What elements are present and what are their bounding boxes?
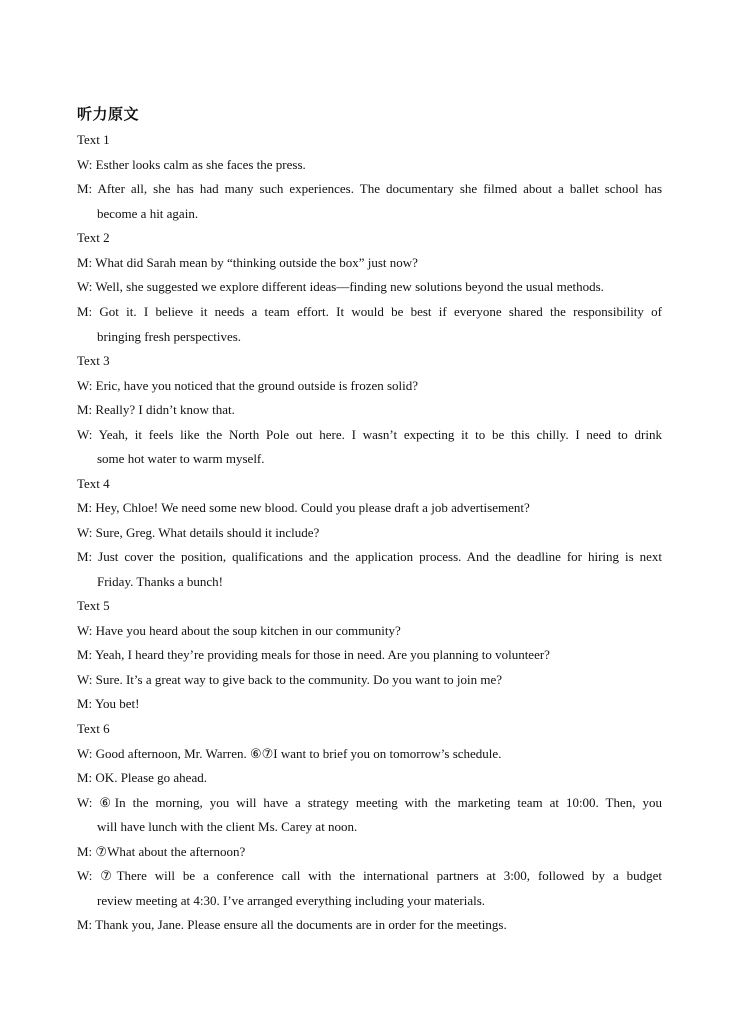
transcript-line: M: OK. Please go ahead. xyxy=(77,770,207,785)
transcript-line: M: Yeah, I heard they’re providing meals for those in need. Are you planning to volunteer? xyxy=(77,647,550,662)
transcript-line: M: Hey, Chloe! We need some new blood. Could you please draft a job advertisement? xyxy=(77,500,530,515)
transcript-line: M: Thank you, Jane. Please ensure all the documents are in order for the meetings. xyxy=(77,917,507,932)
transcript-line: W: ⑥In the morning, you will have a strategy meeting with the marketing team at 10:00. Then, you xyxy=(77,795,662,810)
transcript-line: will have lunch with the client Ms. Carey at noon. xyxy=(97,819,358,834)
section-label: Text 6 xyxy=(77,721,110,736)
transcript-line: Friday. Thanks a bunch! xyxy=(97,574,224,589)
transcript-line: M: What did Sarah mean by “thinking outside the box” just now? xyxy=(77,255,418,270)
transcript-line: become a hit again. xyxy=(97,206,199,221)
transcript-line: M: Just cover the position, qualifications and the application process. And the deadline for hiring is next xyxy=(77,549,662,564)
transcript-line: W: ⑦There will be a conference call with the international partners at 3:00, followed by a budget xyxy=(77,868,662,883)
transcript-line: W: Sure. It’s a great way to give back to the community. Do you want to join me? xyxy=(77,672,503,687)
section-label: Text 5 xyxy=(77,598,110,613)
transcript-line: M: You bet! xyxy=(77,696,140,711)
section-label: Text 4 xyxy=(77,476,110,491)
section-label: Text 3 xyxy=(77,353,110,368)
transcript-line: W: Yeah, it feels like the North Pole out here. I wasn’t expecting it to be this chilly. I need to drink xyxy=(77,427,662,442)
transcript-line: some hot water to warm myself. xyxy=(97,451,265,466)
transcript-line: review meeting at 4:30. I’ve arranged everything including your materials. xyxy=(97,893,486,908)
transcript-line: M: ⑦What about the afternoon? xyxy=(77,844,246,859)
section-label: Text 2 xyxy=(77,230,110,245)
transcript-line: W: Esther looks calm as she faces the press. xyxy=(77,157,306,172)
transcript-line: W: Good afternoon, Mr. Warren. ⑥⑦I want to brief you on tomorrow’s schedule. xyxy=(77,746,502,761)
transcript-line: W: Eric, have you noticed that the ground outside is frozen solid? xyxy=(77,378,419,393)
transcript-line: W: Well, she suggested we explore different ideas—finding new solutions beyond the usual methods. xyxy=(77,279,604,294)
transcript-line: W: Sure, Greg. What details should it include? xyxy=(77,525,320,540)
transcript-line: M: Really? I didn’t know that. xyxy=(77,402,235,417)
transcript-line: M: Got it. I believe it needs a team effort. It would be best if everyone shared the responsibility of xyxy=(77,304,662,319)
transcript-line: bringing fresh perspectives. xyxy=(97,329,242,344)
section-label: Text 1 xyxy=(77,132,110,147)
transcript-line: W: Have you heard about the soup kitchen in our community? xyxy=(77,623,401,638)
transcript-line: M: After all, she has had many such experiences. The documentary she filmed about a ballet school has xyxy=(77,181,662,196)
page-title: 听力原文 xyxy=(77,105,140,123)
